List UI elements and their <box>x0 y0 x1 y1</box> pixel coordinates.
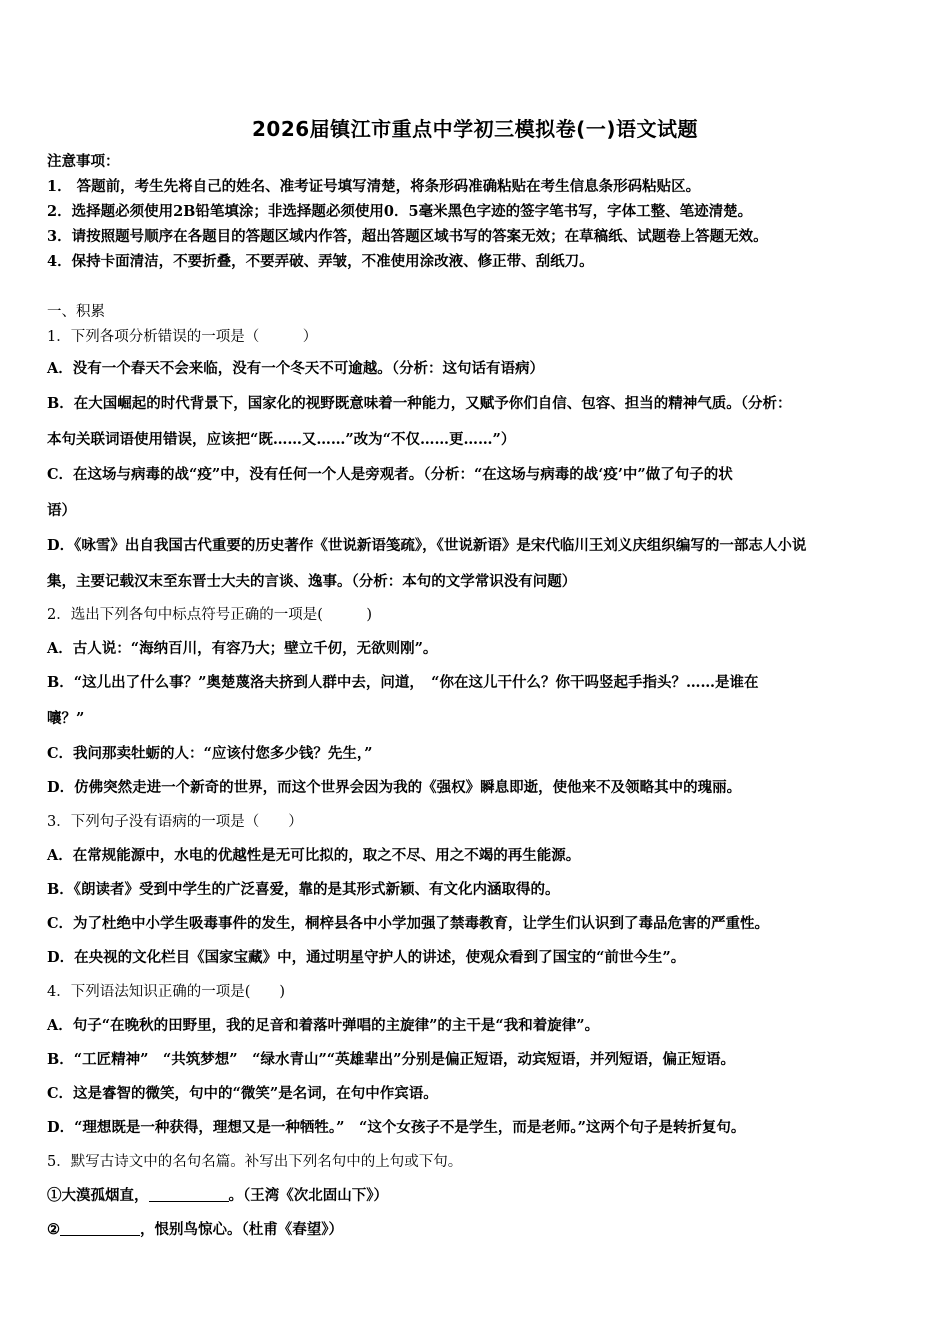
q1-option-b-line2: 本句关联词语使用错误，应该把“既……又……”改为“不仅……更……”） <box>47 431 516 448</box>
q1-option-d-line2: 集，主要记载汉末至东晋士大夫的言谈、逸事。（分析：本句的文学常识没有问题） <box>47 573 577 590</box>
q2-option-b-line1: B．“这儿出了什么事？”奥楚蔑洛夫挤到人群中去，问道， “你在这儿干什么？你干吗竖起手指头？……是谁在 <box>47 674 759 691</box>
q1-option-b-line1: B．在大国崛起的时代背景下，国家化的视野既意味着一种能力，又赋予你们自信、包容、担当的精神气质。（分析： <box>47 395 792 412</box>
q5-item-1-suffix: 。（王湾《次北固山下》） <box>228 1187 388 1204</box>
answer-blank[interactable] <box>149 1187 229 1202</box>
q5-item-2 <box>47 1220 910 1240</box>
q5-stem: 5．默写古诗文中的名句名篇。补写出下列名句中的上句或下句。 <box>47 1154 463 1170</box>
q3-stem: 3．下列句子没有语病的一项是（ ） <box>47 814 303 830</box>
notice-item-1: 1． 答题前，考生先将自己的姓名、准考证号填写清楚，将条形码准确粘贴在考生信息条形码粘贴区。 <box>47 178 701 195</box>
q5-item-2-suffix: ，恨别鸟惊心。（杜甫《春望》） <box>140 1221 343 1238</box>
notice-item-2: 2．选择题必须使用2B铅笔填涂；非选择题必须使用0．5毫米黑色字迹的签字笔书写，字体工整、笔迹清楚。 <box>47 203 753 220</box>
section-heading: 一、积累 <box>47 304 105 320</box>
q4-option-c: C．这是睿智的微笑，句中的“微笑”是名词，在句中作宾语。 <box>47 1085 438 1102</box>
q3-option-a: A．在常规能源中，水电的优越性是无可比拟的，取之不尽、用之不竭的再生能源。 <box>47 847 581 864</box>
q5-item-2-prefix: ② <box>47 1221 60 1238</box>
notice-item-4: 4．保持卡面清洁，不要折叠，不要弄破、弄皱，不准使用涂改液、修正带、刮纸刀。 <box>47 253 594 270</box>
q2-option-b-line2: 嚷？” <box>47 710 85 727</box>
q2-option-c: C．我问那卖牡蛎的人：“应该付您多少钱？先生，” <box>47 745 373 762</box>
q2-stem: 2．选出下列各句中标点符号正确的一项是( ) <box>47 607 373 623</box>
q1-option-d-line1: D．《咏雪》出自我国古代重要的历史著作《世说新语笺疏》，《世说新语》是宋代临川王刘义庆组织编写的一部志人小说 <box>47 537 807 554</box>
q4-option-b: B．“工匠精神” “共筑梦想” “绿水青山”“英雄辈出”分别是偏正短语，动宾短语，并列短语，偏正短语。 <box>47 1051 735 1068</box>
q2-option-a: A．古人说：“海纳百川，有容乃大；壁立千仞，无欲则刚”。 <box>47 640 438 657</box>
q4-option-a: A．句子“在晚秋的田野里，我的足音和着落叶弹唱的主旋律”的主干是“我和着旋律”。 <box>47 1017 600 1034</box>
notice-heading: 注意事项： <box>47 153 120 170</box>
q1-option-c-line2: 语） <box>47 502 76 519</box>
notice-item-3: 3．请按照题号顺序在各题目的答题区域内作答，超出答题区域书写的答案无效；在草稿纸、试题卷上答题无效。 <box>47 228 768 245</box>
page-title: 2026届镇江市重点中学初三模拟卷(一)语文试题 <box>252 117 698 141</box>
q3-option-d: D．在央视的文化栏目《国家宝藏》中，通过明星守护人的讲述，使观众看到了国宝的“前世今生”。 <box>47 949 686 966</box>
q1-option-c-line1: C．在这场与病毒的战“疫”中，没有任何一个人是旁观者。（分析：“在这场与病毒的战‘疫’中”做了句子的状 <box>47 466 733 483</box>
q4-option-d: D．“理想既是一种获得，理想又是一种牺牲。” “这个女孩子不是学生，而是老师。”这两个句子是转折复句。 <box>47 1119 746 1136</box>
q1-option-a: A．没有一个春天不会来临，没有一个冬天不可逾越。（分析：这句话有语病） <box>47 360 544 377</box>
q5-item-1-prefix: ①大漠孤烟直， <box>47 1187 149 1204</box>
q3-option-b: B．《朗读者》受到中学生的广泛喜爱，靠的是其形式新颖、有文化内涵取得的。 <box>47 881 560 898</box>
q1-stem: 1．下列各项分析错误的一项是（ ） <box>47 329 318 345</box>
answer-blank[interactable] <box>60 1221 140 1236</box>
q2-option-d: D．仿佛突然走进一个新奇的世界，而这个世界会因为我的《强权》瞬息即逝，使他来不及领略其中的瑰丽。 <box>47 779 742 796</box>
q5-item-1 <box>47 1186 910 1206</box>
q4-stem: 4．下列语法知识正确的一项是( ) <box>47 984 286 1000</box>
q3-option-c: C．为了杜绝中小学生吸毒事件的发生，桐梓县各中小学加强了禁毒教育，让学生们认识到了毒品危害的严重性。 <box>47 915 770 932</box>
